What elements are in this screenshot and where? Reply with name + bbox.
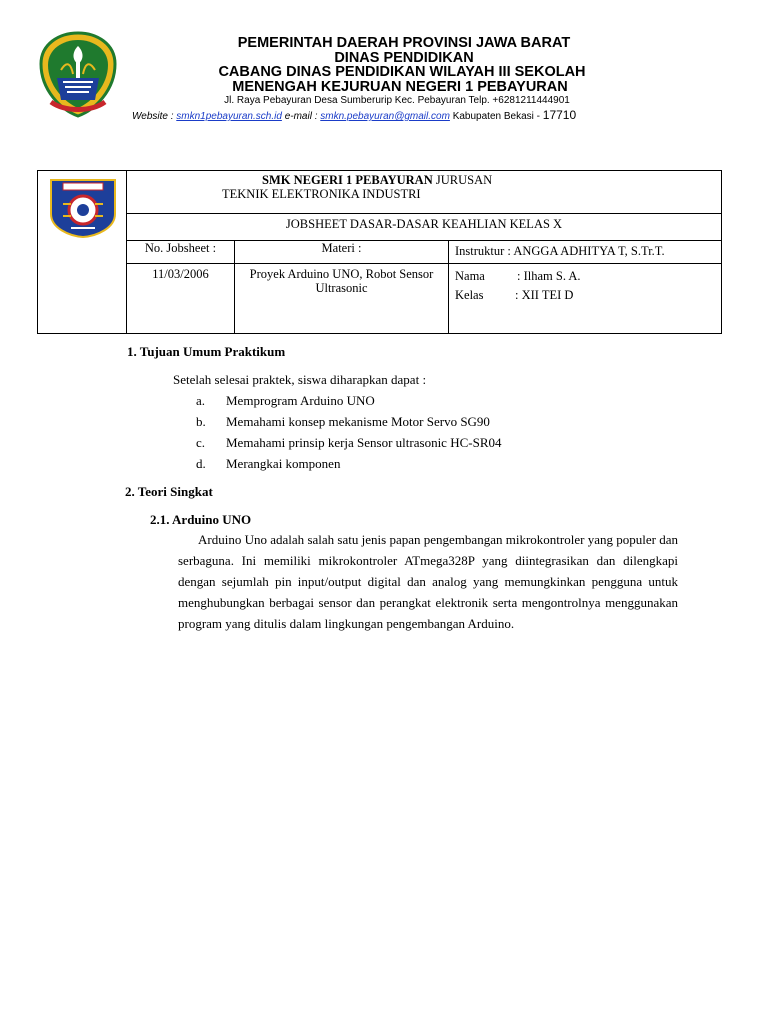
letterhead <box>0 0 768 130</box>
col-materi: Materi : <box>235 241 449 264</box>
nama-label: Nama <box>455 269 485 283</box>
letterhead-line-4: MENENGAH KEJURUAN NEGERI 1 PEBAYURAN <box>232 79 568 95</box>
col-instruktur: Instruktur : ANGGA ADHITYA T, S.Tr.T. <box>449 241 722 264</box>
letterhead-line-3: CABANG DINAS PENDIDIKAN WILAYAH III SEKOLAH <box>218 64 586 80</box>
jobsheet-header-table <box>37 170 722 334</box>
section-1-heading: 1. Tujuan Umum Praktikum <box>127 344 286 359</box>
section-2-heading: 2. Teori Singkat <box>125 484 213 499</box>
section-1-intro: Setelah selesai praktek, siswa diharapkan dapat : <box>173 372 427 387</box>
kelas-value: : XII TEI D <box>515 288 574 302</box>
city-label: Kabupaten Bekasi - <box>452 111 540 122</box>
letterhead-line-2: DINAS PENDIDIKAN <box>334 50 474 66</box>
nama-value: : Ilham S. A. <box>517 269 581 283</box>
list-item-a: Memprogram Arduino UNO <box>226 393 375 408</box>
list-item-d: Merangkai komponen <box>226 456 341 471</box>
program-name: TEKNIK ELEKTRONIKA INDUSTRI <box>222 187 421 201</box>
contact-line <box>132 108 576 122</box>
smk-school-logo-icon <box>49 178 117 238</box>
col-no-jobsheet: No. Jobsheet : <box>127 241 235 264</box>
section-2-1-heading: 2.1. Arduino UNO <box>150 512 252 527</box>
website-link[interactable]: smkn1pebayuran.sch.id <box>176 111 282 122</box>
list-item-c: Memahami prinsip kerja Sensor ultrasonic HC-SR04 <box>226 435 502 450</box>
materi-value: Proyek Arduino UNO, Robot Sensor Ultrasonic <box>235 264 449 334</box>
school-title-cell <box>127 171 722 214</box>
jurusan-word: JURUSAN <box>435 173 493 187</box>
arduino-paragraph-text: Arduino Uno adalah salah satu jenis papan pengembangan mikrokontroler yang populer dan serbaguna. Ini memiliki mikrokontroler ATmega328P yang diintegrasikan dan dilengkapi dengan sejumlah pin input/output digital dan analog yang memungkinkan pengguna untuk menghubungkan berbagai sensor dan perangkat elektronik serta mengontrolnya menggunakan program yang ditulis dalam lingkungan pengembangan Arduino. <box>178 532 678 631</box>
website-label: Website : <box>132 111 174 122</box>
school-name: SMK NEGERI 1 PEBAYURAN <box>262 173 433 187</box>
no-jobsheet-value: 11/03/2006 <box>127 264 235 334</box>
postal-code: 17710 <box>542 108 577 122</box>
jobsheet-title: JOBSHEET DASAR-DASAR KEAHLIAN KELAS X <box>127 214 722 241</box>
list-item-b: Memahami konsep mekanisme Motor Servo SG90 <box>226 414 490 429</box>
letterhead-line-1: PEMERINTAH DAERAH PROVINSI JAWA BARAT <box>237 35 571 51</box>
list-item-c-marker: c. <box>196 435 206 450</box>
list-item-a-marker: a. <box>196 393 206 408</box>
student-info-cell <box>449 264 722 334</box>
school-address: Jl. Raya Pebayuran Desa Sumberurip Kec. Pebayuran Telp. +6281211444901 <box>224 95 570 106</box>
list-item-b-marker: b. <box>196 414 206 429</box>
kelas-label: Kelas <box>455 288 484 302</box>
email-label: e-mail : <box>284 111 318 122</box>
email-link[interactable]: smkn.pebayuran@gmail.com <box>320 111 450 122</box>
list-item-d-marker: d. <box>196 456 206 471</box>
arduino-paragraph <box>178 529 678 634</box>
